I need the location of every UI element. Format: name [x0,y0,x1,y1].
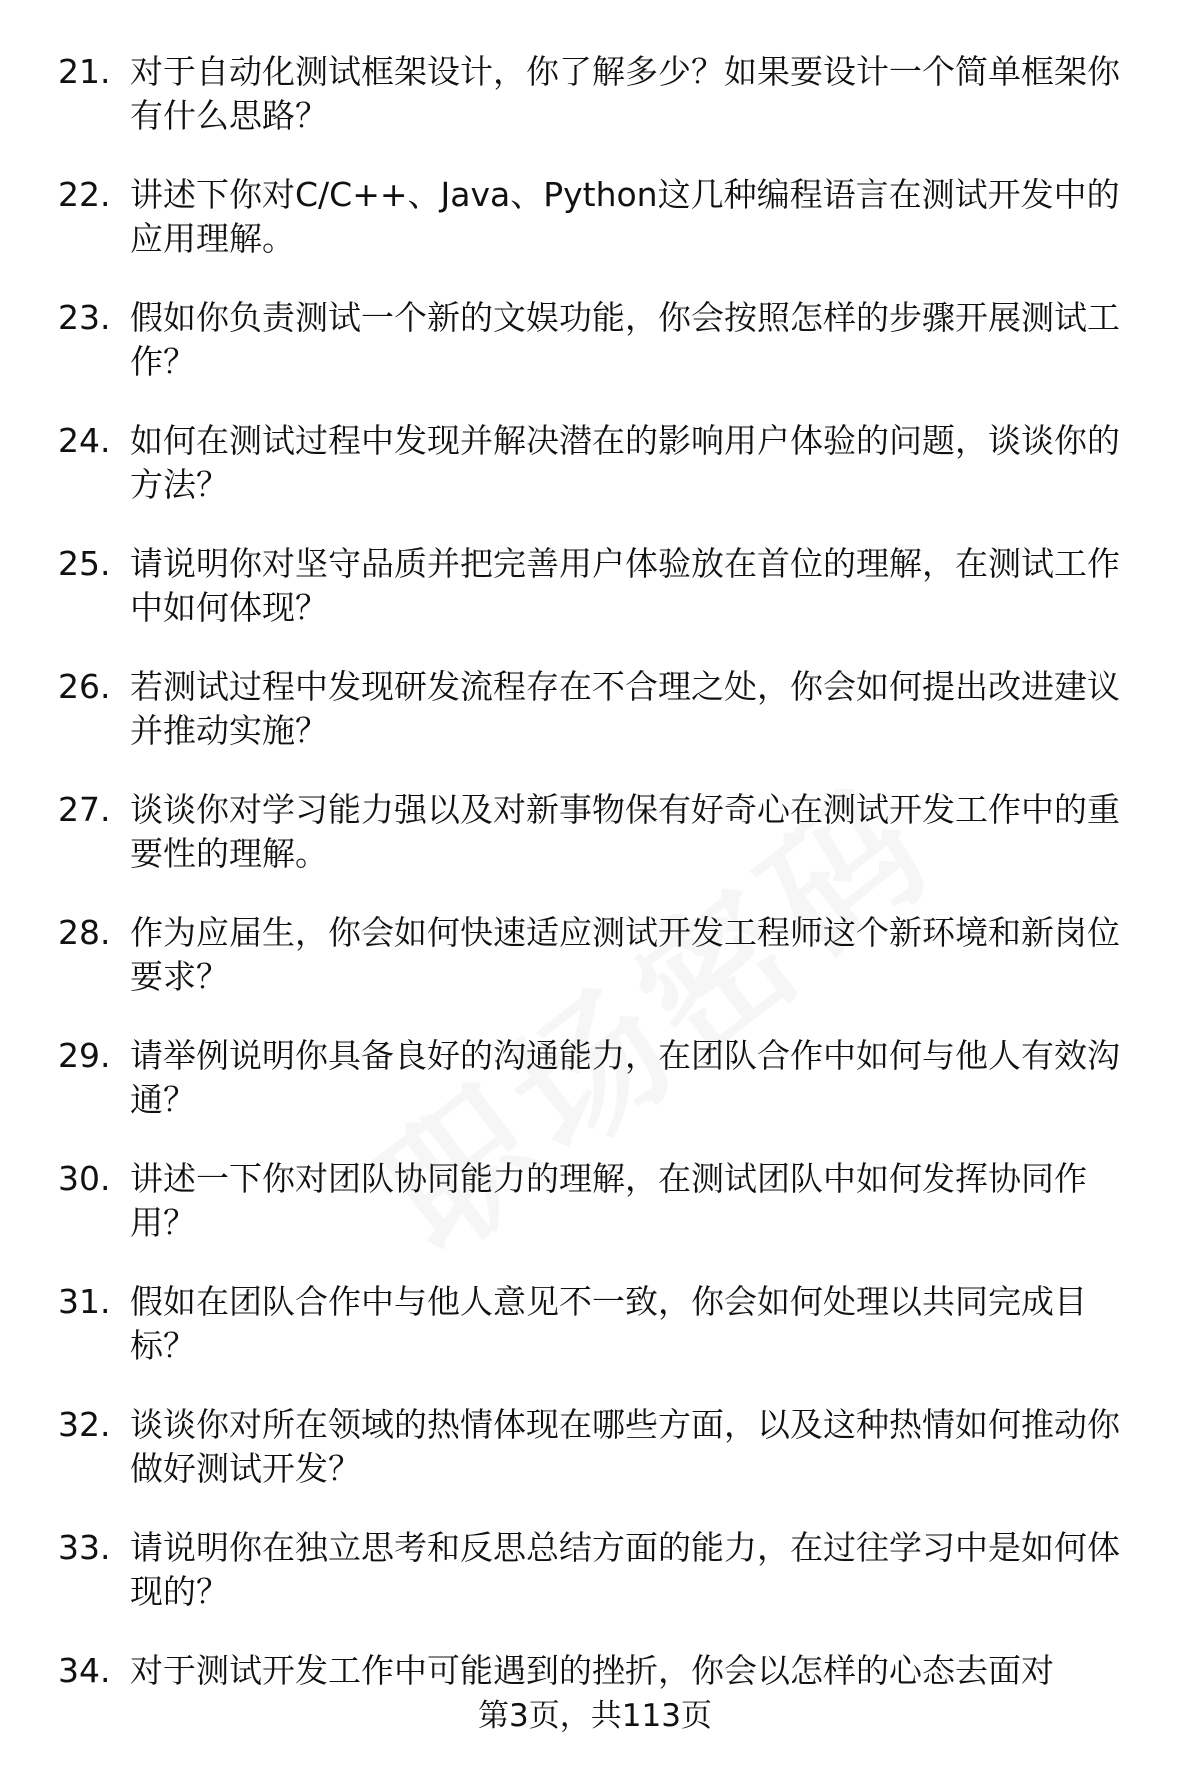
question-list [0,50,1190,1772]
question-number: 32. [58,1405,111,1444]
list-item [0,1034,1190,1157]
question-number: 30. [58,1159,111,1198]
question-text: 如何在测试过程中发现并解决潜在的影响用户体验的问题，谈谈你的方法？ [130,421,1120,504]
question-text: 若测试过程中发现研发流程存在不合理之处，你会如何提出改进建议并推动实施？ [130,667,1120,750]
question-number: 31. [58,1282,111,1321]
list-item [0,1280,1190,1403]
list-item [0,1403,1190,1526]
question-number: 27. [58,790,111,829]
list-item [0,542,1190,665]
question-number: 26. [58,667,111,706]
list-item [0,1526,1190,1649]
list-item [0,173,1190,296]
question-number: 25. [58,544,111,583]
question-number: 33. [58,1528,111,1567]
question-number: 24. [58,421,111,460]
list-item [0,665,1190,788]
question-number: 29. [58,1036,111,1075]
list-item [0,1157,1190,1280]
question-text: 假如在团队合作中与他人意见不一致，你会如何处理以共同完成目标？ [130,1282,1087,1365]
question-text: 请说明你在独立思考和反思总结方面的能力，在过往学习中是如何体现的？ [130,1528,1120,1611]
question-text: 对于测试开发工作中可能遇到的挫折，你会以怎样的心态去面对 [130,1651,1054,1690]
list-item [0,419,1190,542]
question-number: 22. [58,175,111,214]
question-number: 28. [58,913,111,952]
question-text: 请举例说明你具备良好的沟通能力，在团队合作中如何与他人有效沟通？ [130,1036,1120,1119]
question-number: 23. [58,298,111,337]
question-text: 请说明你对坚守品质并把完善用户体验放在首位的理解，在测试工作中如何体现？ [130,544,1120,627]
list-item [0,50,1190,173]
list-item [0,296,1190,419]
question-text: 对于自动化测试框架设计，你了解多少？如果要设计一个简单框架你有什么思路？ [130,52,1120,135]
question-number: 21. [58,52,111,91]
question-text: 讲述一下你对团队协同能力的理解，在测试团队中如何发挥协同作用？ [130,1159,1087,1242]
list-item [0,788,1190,911]
question-text: 作为应届生，你会如何快速适应测试开发工程师这个新环境和新岗位要求？ [130,913,1120,996]
question-text: 假如你负责测试一个新的文娱功能，你会按照怎样的步骤开展测试工作？ [130,298,1120,381]
list-item [0,911,1190,1034]
question-number: 34. [58,1651,111,1690]
question-text: 谈谈你对学习能力强以及对新事物保有好奇心在测试开发工作中的重要性的理解。 [130,790,1120,873]
question-text: 谈谈你对所在领域的热情体现在哪些方面，以及这种热情如何推动你做好测试开发？ [130,1405,1120,1488]
page-footer: 第3页，共113页 [478,1698,712,1734]
question-text: 讲述下你对C/C++、Java、Python这几种编程语言在测试开发中的应用理解。 [130,175,1120,258]
